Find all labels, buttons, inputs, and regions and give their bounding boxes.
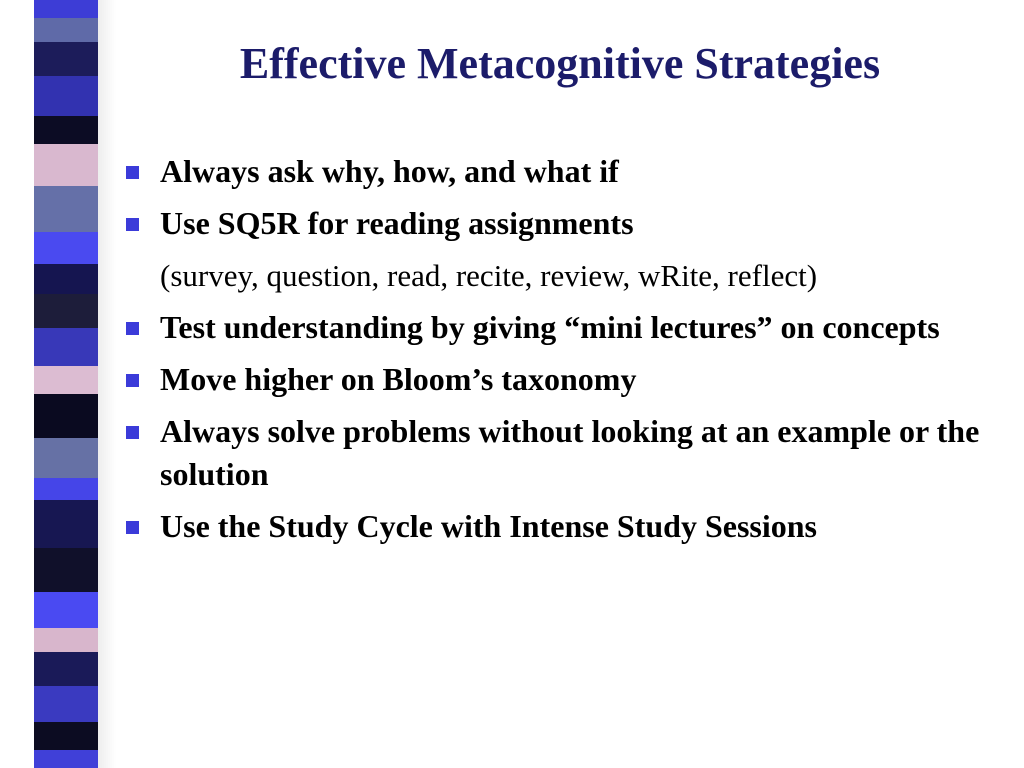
stripe-band <box>34 0 98 18</box>
stripe-band <box>34 232 98 264</box>
slide-title: Effective Metacognitive Strategies <box>239 39 881 88</box>
stripe-band <box>34 686 98 722</box>
stripe-band <box>34 366 98 394</box>
stripe-band <box>34 116 98 144</box>
bullet-text: Test understanding by giving “mini lectures” on concepts <box>160 309 940 345</box>
stripe-band <box>34 628 98 652</box>
stripe-band <box>34 750 98 768</box>
bullet-text: Always solve problems without looking at an example or the solution <box>160 413 980 492</box>
bullet-item <box>122 358 1012 401</box>
bullet-item <box>122 505 1012 548</box>
bullet-subnote <box>122 254 1012 297</box>
bullet-list <box>122 150 1012 557</box>
stripe-band <box>34 294 98 328</box>
bullet-text: Use SQ5R for reading assignments <box>160 205 634 241</box>
bullet-text: Always ask why, how, and what if <box>160 153 619 189</box>
bullet-text: Move higher on Bloom’s taxonomy <box>160 361 637 397</box>
square-bullet-icon <box>126 374 139 387</box>
bullet-text: Use the Study Cycle with Intense Study Sessions <box>160 508 817 544</box>
square-bullet-icon <box>126 218 139 231</box>
subnote-text: (survey, question, read, recite, review, wRite, reflect) <box>160 258 818 293</box>
stripe-band <box>34 328 98 366</box>
stripe-band <box>34 264 98 294</box>
square-bullet-icon <box>126 426 139 439</box>
square-bullet-icon <box>126 322 139 335</box>
square-bullet-icon <box>126 166 139 179</box>
stripe-band <box>34 722 98 750</box>
stripe-band <box>34 500 98 548</box>
stripe-band <box>34 186 98 232</box>
stripe-band <box>34 548 98 592</box>
square-bullet-icon <box>126 521 139 534</box>
stripe-band <box>34 478 98 500</box>
bullet-item <box>122 150 1012 193</box>
stripe-band <box>34 144 98 186</box>
stripe-band <box>34 394 98 438</box>
stripe-band <box>34 592 98 628</box>
decorative-stripe-bar <box>34 0 98 768</box>
stripe-band <box>34 42 98 76</box>
stripe-band <box>34 76 98 116</box>
stripe-band <box>34 18 98 42</box>
bullet-item <box>122 410 1012 496</box>
stripe-band <box>34 652 98 686</box>
stripe-band <box>34 438 98 478</box>
bullet-item <box>122 202 1012 245</box>
bullet-item <box>122 306 1012 349</box>
